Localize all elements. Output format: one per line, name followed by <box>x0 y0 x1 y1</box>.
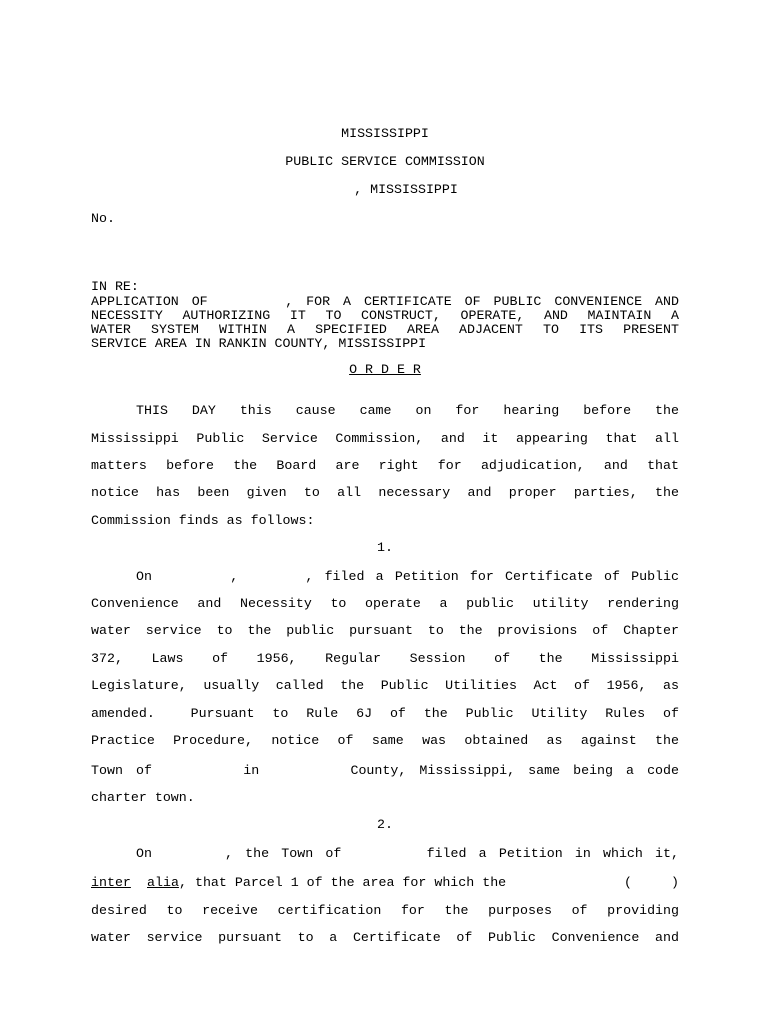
section-2-line: , that Parcel 1 of the area for which the <box>179 875 507 890</box>
header-commission: PUBLIC SERVICE COMMISSION <box>285 154 485 169</box>
section-2-line: desired to receive certification for the purposes of providing <box>91 903 679 918</box>
section-1-line: Practice Procedure, notice of same was obtained as against the <box>91 733 679 748</box>
intro-line: matters before the Board are right for adjudication, and that <box>91 458 679 473</box>
section-number-1: 1. <box>377 540 393 555</box>
paren-open: ( <box>624 875 632 890</box>
order-title: O R D E R <box>349 362 421 377</box>
section-1-line: On , , filed a Petition for Certificate of Public <box>136 569 679 584</box>
in-re-line: NECESSITY AUTHORIZING IT TO CONSTRUCT, OPERATE, AND MAINTAIN A <box>91 308 679 323</box>
intro-line: notice has been given to all necessary and proper parties, the <box>91 485 679 500</box>
section-1-line: Convenience and Necessity to operate a public utility rendering <box>91 596 679 611</box>
in-re-label: IN RE: <box>91 279 139 294</box>
docket-number: No. <box>91 211 115 226</box>
header-state: MISSISSIPPI <box>341 126 429 141</box>
section-1-line: Town of in County, Mississippi, same being a code <box>91 763 679 778</box>
section-number-2: 2. <box>377 817 393 832</box>
header-location: , MISSISSIPPI <box>354 182 458 197</box>
section-1-line: amended. Pursuant to Rule 6J of the Public Utility Rules of <box>91 706 679 721</box>
paren-close: ) <box>671 875 679 890</box>
intro-line: Commission finds as follows: <box>91 513 315 528</box>
section-1-line: charter town. <box>91 790 195 805</box>
section-1-line: 372, Laws of 1956, Regular Session of the Mississippi <box>91 651 679 666</box>
section-2-line: On , the Town of filed a Petition in which it, <box>136 846 679 861</box>
section-1-line: water service to the public pursuant to the provisions of Chapter <box>91 623 679 638</box>
intro-line: Mississippi Public Service Commission, and it appearing that all <box>91 431 679 446</box>
intro-line: THIS DAY this cause came on for hearing before the <box>136 403 679 418</box>
in-re-line: SERVICE AREA IN RANKIN COUNTY, MISSISSIPPI <box>91 336 427 351</box>
in-re-line: WATER SYSTEM WITHIN A SPECIFIED AREA ADJACENT TO ITS PRESENT <box>91 322 679 337</box>
section-2-line: water service pursuant to a Certificate of Public Convenience and <box>91 930 679 945</box>
section-1-line: Legislature, usually called the Public Utilities Act of 1956, as <box>91 678 679 693</box>
latin-term-alia: alia <box>147 875 179 890</box>
in-re-line: APPLICATION OF , FOR A CERTIFICATE OF PUBLIC CONVENIENCE AND <box>91 294 679 309</box>
latin-term-inter: inter <box>91 875 131 890</box>
